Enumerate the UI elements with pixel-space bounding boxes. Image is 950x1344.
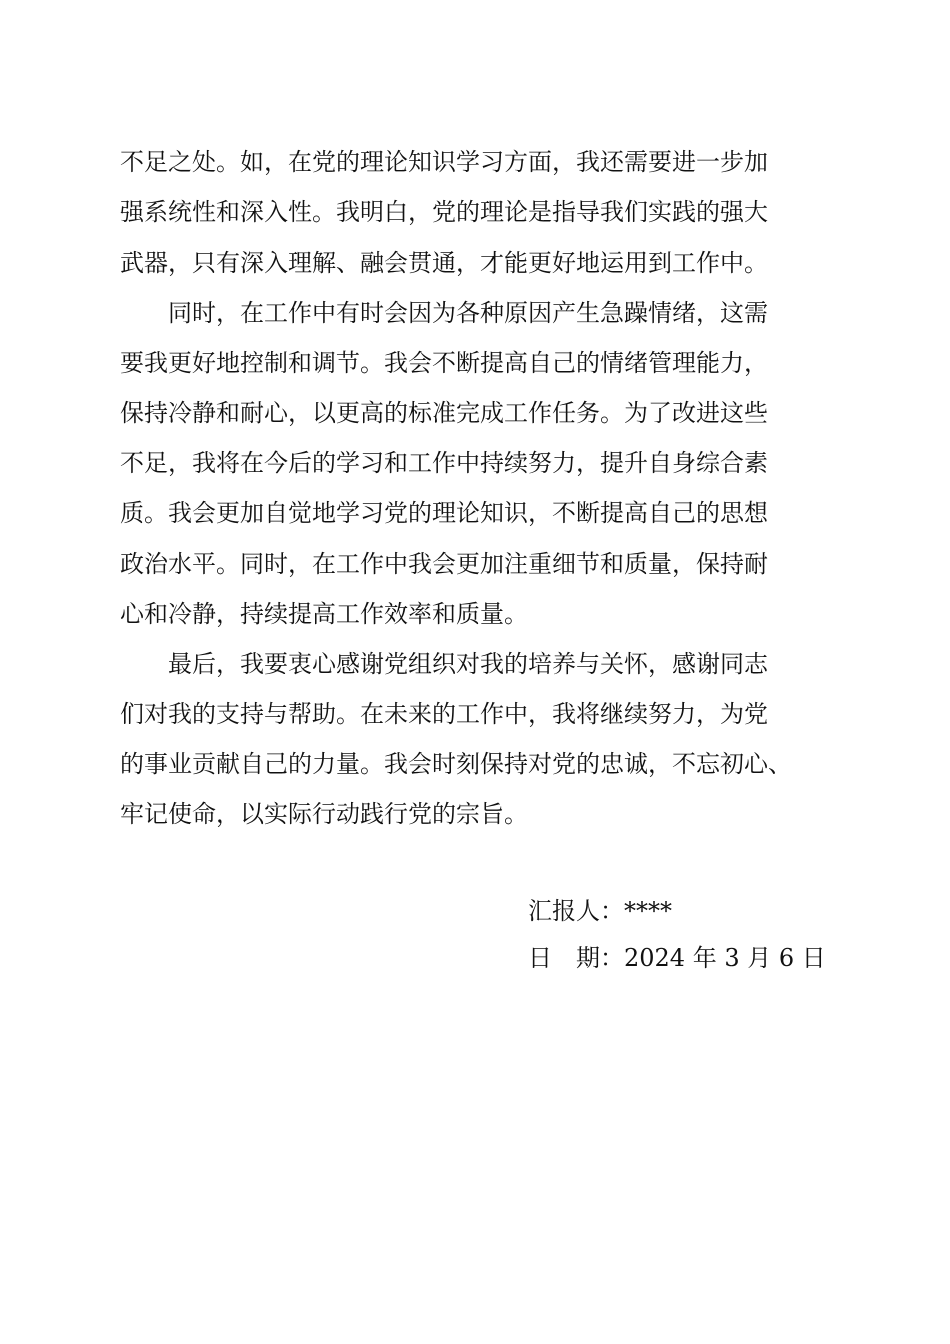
paragraph-line: 质。我会更加自觉地学习党的理论知识，不断提高自己的思想 [120, 499, 768, 527]
paragraph-line: 的事业贡献自己的力量。我会时刻保持对党的忠诚，不忘初心、 [120, 750, 792, 778]
paragraph-line: 要我更好地控制和调节。我会不断提高自己的情绪管理能力， [120, 349, 768, 377]
reporter-signature: 汇报人：**** [528, 897, 672, 925]
paragraph-line: 强系统性和深入性。我明白，党的理论是指导我们实践的强大 [120, 198, 768, 226]
paragraph-line: 武器，只有深入理解、融会贯通，才能更好地运用到工作中。 [120, 249, 768, 277]
paragraph-line: 们对我的支持与帮助。在未来的工作中，我将继续努力，为党 [120, 700, 768, 728]
paragraph-line: 心和冷静，持续提高工作效率和质量。 [120, 600, 528, 628]
paragraph-line: 不足，我将在今后的学习和工作中持续努力，提升自身综合素 [120, 449, 768, 477]
paragraph-line: 政治水平。同时，在工作中我会更加注重细节和质量，保持耐 [120, 550, 768, 578]
paragraph-line: 牢记使命，以实际行动践行党的宗旨。 [120, 800, 528, 828]
paragraph-line: 不足之处。如，在党的理论知识学习方面，我还需要进一步加 [120, 148, 768, 176]
paragraph-line: 保持冷静和耐心，以更高的标准完成工作任务。为了改进这些 [120, 399, 768, 427]
paragraph-line: 最后，我要衷心感谢党组织对我的培养与关怀，感谢同志 [168, 650, 768, 678]
paragraph-line: 同时，在工作中有时会因为各种原因产生急躁情绪，这需 [168, 299, 768, 327]
report-date: 日 期：2024 年 3 月 6 日 [528, 944, 826, 972]
